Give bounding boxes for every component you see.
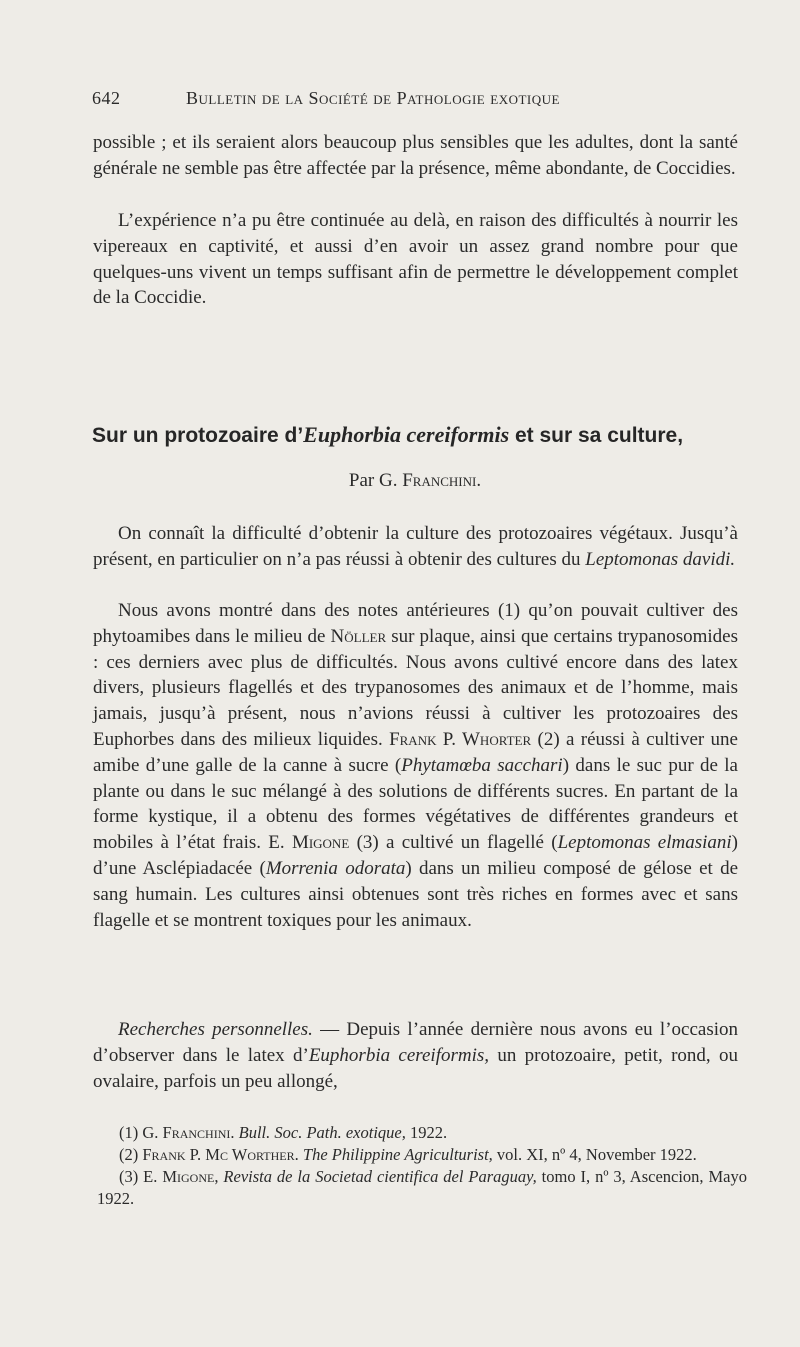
footnote-2: (2) Frank P. Mc Worther. The Philippine Agriculturist, vol. XI, nº 4, November 1922. <box>119 1145 697 1164</box>
author-name: Franchini. <box>402 470 482 491</box>
running-title: Bulletin de la Société de Pathologie exotique <box>186 88 560 108</box>
body-paragraph-2: Nous avons montré dans des notes antérieures (1) qu’on pouvait cultiver des phytoamibes dans le milieu de Nöller sur plaque, ainsi que certains trypanosomides : ces derniers avec plus de difficultés. Nous avons cultivé encore dans des latex divers, plusieurs flagellés et des trypanosomes des animaux et de l’homme, mais jamais, jusqu’à présent, nous n’avions réussi à cultiver les protozoaires des Euphorbes dans des milieux liquides. Frank P. Whorter (2) a réussi à cultiver une amibe d’une galle de la canne à sucre (Phytamœba sacchari) dans le suc pur de la plante ou dans le suc mélangé à des solutions de différents sucres. En partant de la forme kystique, il a obtenu des formes végétatives de différentes grandeurs et mobiles à l’état frais. E. Migone (3) a cultivé un flagellé (Leptomonas elmasiani) d’une Asclépiadacée (Morrenia odorata) dans un milieu composé de gélose et de sang humain. Les cultures ainsi obtenues sont très riches en formes avec et sans flagelle et se montrent toxiques pour les animaux. <box>93 600 738 931</box>
article-title: Sur un protozoaire d’Euphorbia cereiformis et sur sa culture, <box>92 422 684 447</box>
continuation-paragraph-1: possible ; et ils seraient alors beaucoup plus sensibles que les adultes, dont la santé générale ne semble pas être affectée par la présence, même abondante, de Coccidies. <box>93 132 738 179</box>
article-title-species: Euphorbia cereiformis <box>303 422 510 447</box>
running-header <box>92 88 732 114</box>
footnote-3: (3) E. Migone, Revista de la Societad cientifica del Paraguay, tomo I, nº 3, Ascencion, Mayo 1922. <box>97 1167 747 1208</box>
page-number: 642 <box>92 88 121 108</box>
body-paragraph-1: On connaît la difficulté d’obtenir la culture des protozoaires végétaux. Jusqu’à présent, en particulier on n’a pas réussi à obtenir des cultures du Leptomonas davidi. <box>93 523 738 570</box>
continuation-paragraph-2: L’expérience n’a pu être continuée au delà, en raison des difficultés à nourrir les vipereaux en captivité, et aussi d’en avoir un assez grand nombre pour que quelques-uns vivent un temps suffisant afin de permettre le développement complet de la Coccidie. <box>93 210 738 309</box>
footnote-1: (1) G. Franchini. Bull. Soc. Path. exotique, 1922. <box>119 1123 448 1142</box>
article-byline: Par G. Franchini. <box>348 470 482 491</box>
footnotes <box>97 1122 747 1210</box>
body-paragraph-3: Recherches personnelles. — Depuis l’année dernière nous avons eu l’occasion d’observer dans le latex d’Euphorbia cereiformis, un protozoaire, petit, rond, ou ovalaire, parfois un peu allongé, <box>93 1019 738 1092</box>
